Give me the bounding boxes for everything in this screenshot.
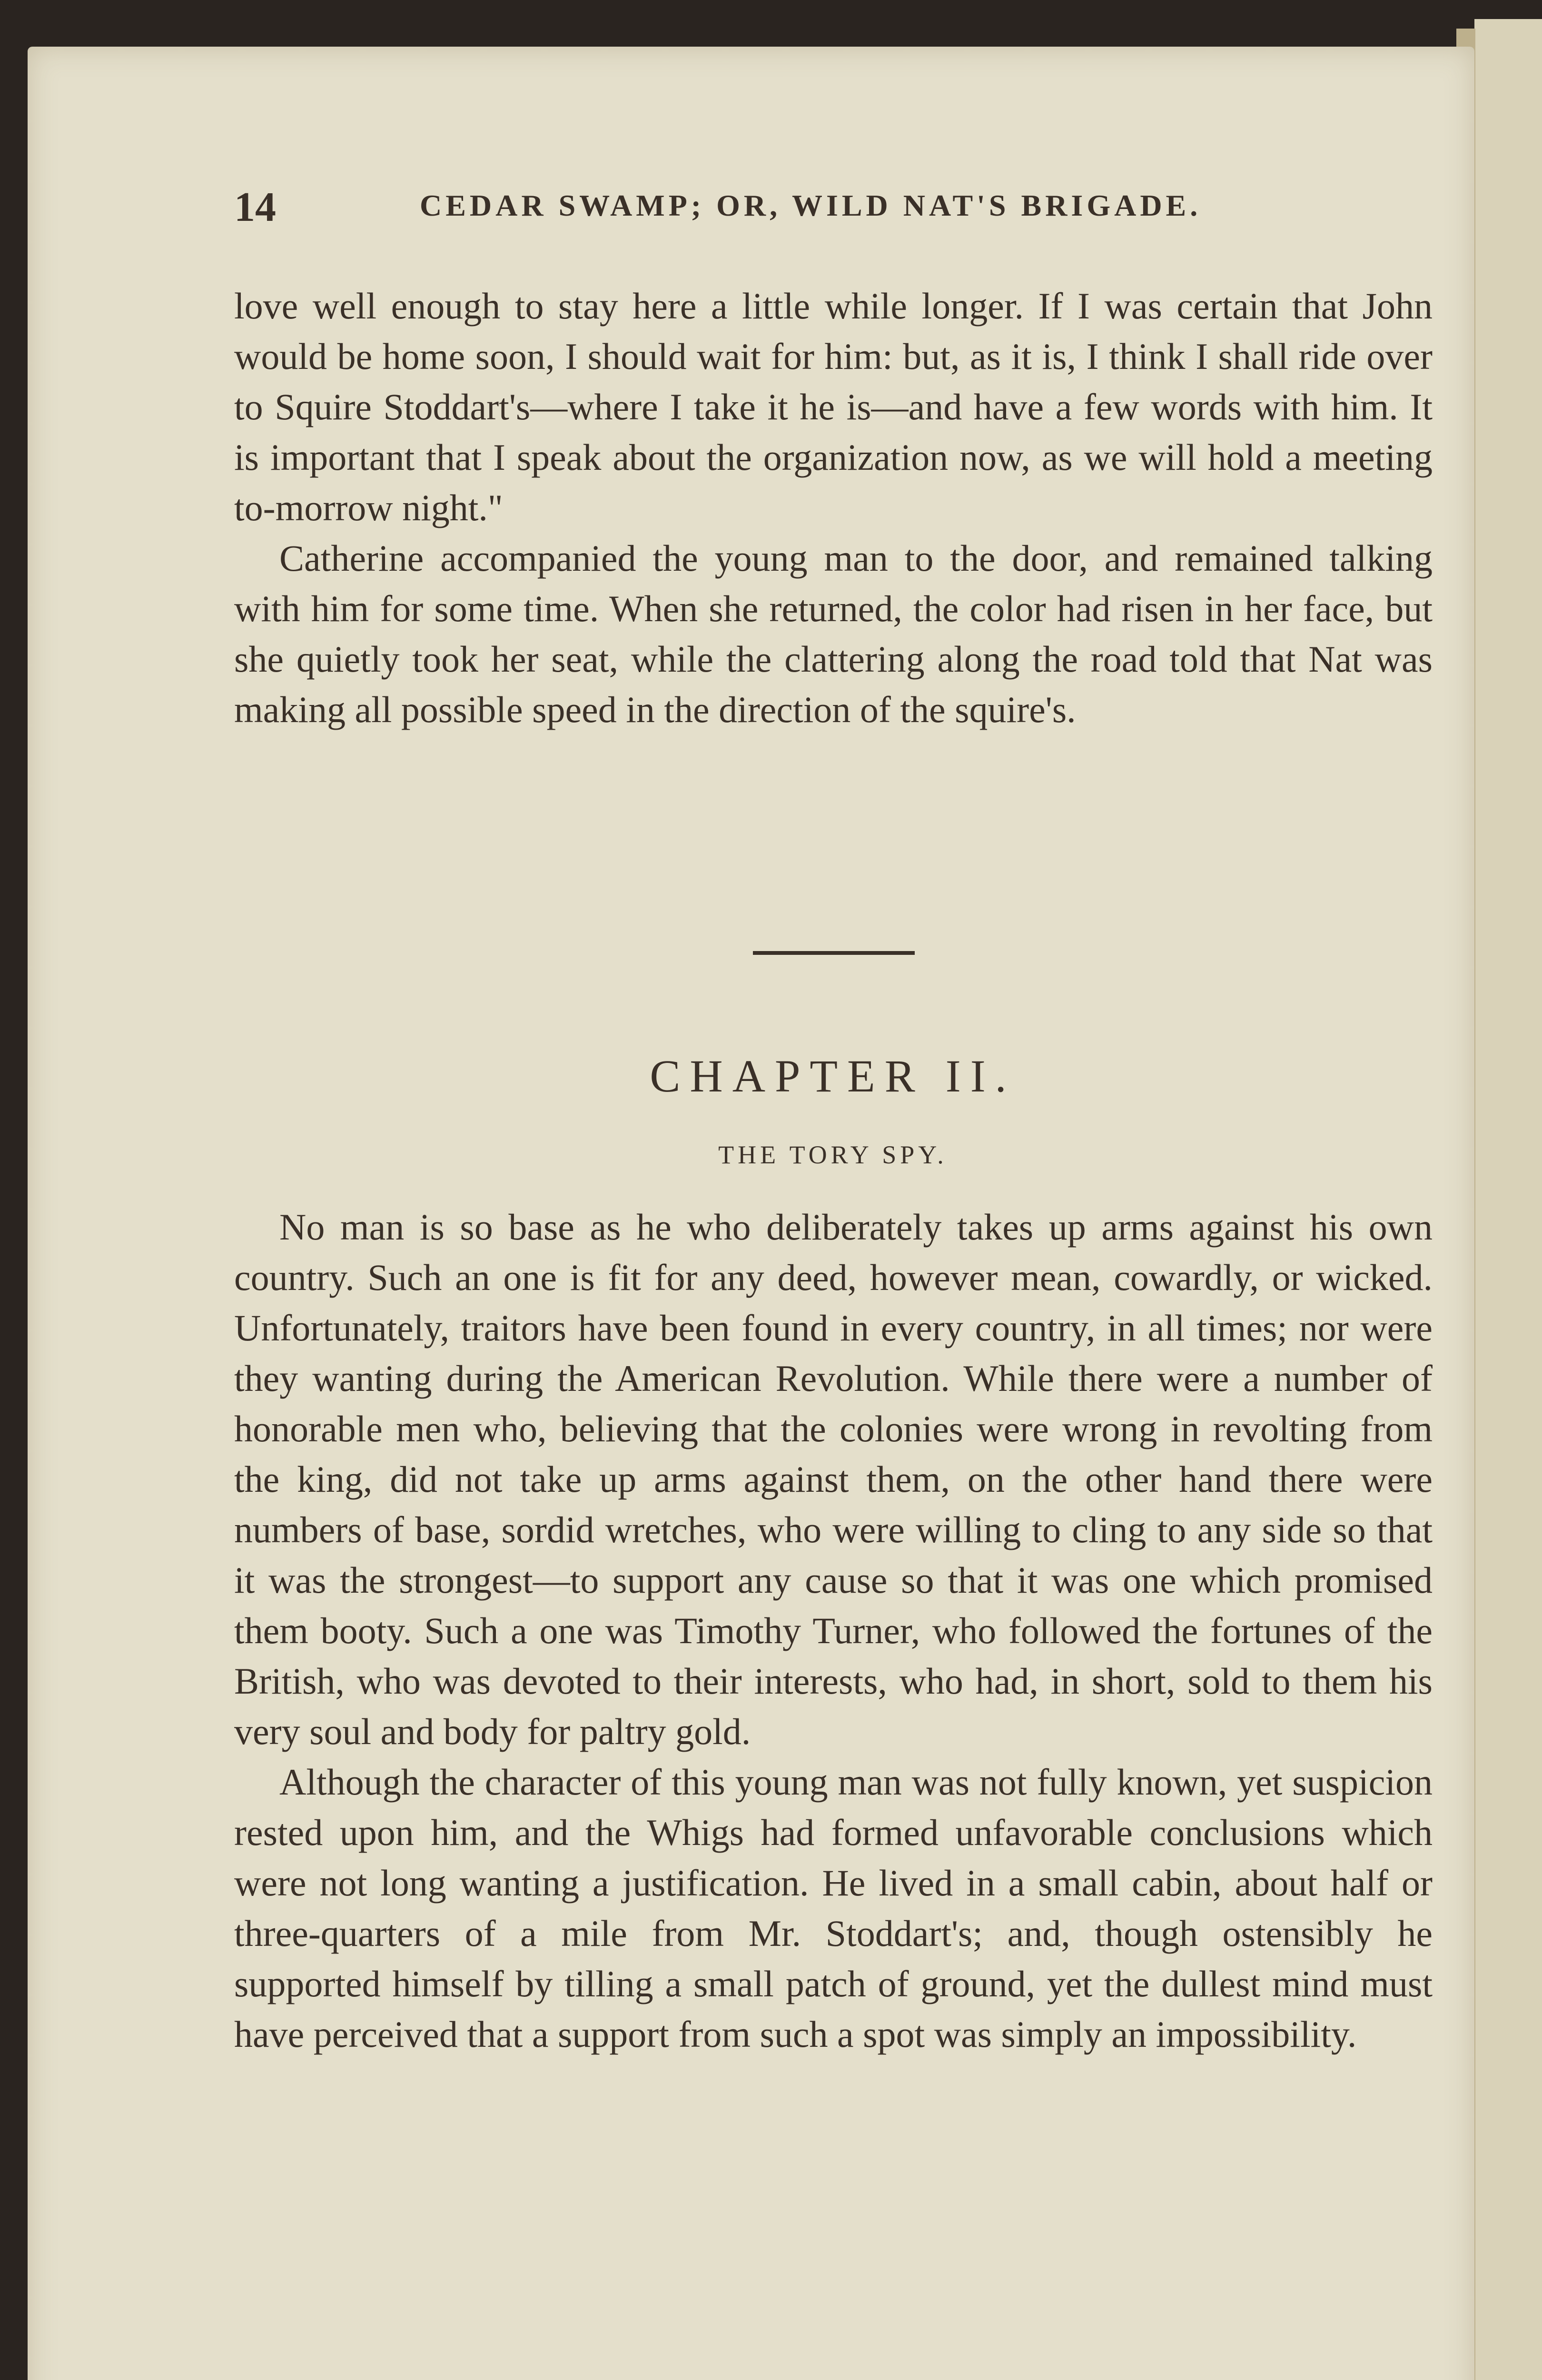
section-one-text bbox=[234, 281, 1433, 735]
adjacent-page-edge bbox=[1474, 19, 1542, 2380]
paragraph: Catherine accompanied the young man to the door, and remained talking with him for some time. When she returned, the color had risen in her face, but she quietly took her seat, while the clattering along the road told that Nat was making all possible speed in the direction of the squire's. bbox=[234, 537, 1433, 730]
paragraph: Although the character of this young man was not fully known, yet suspicion rested upon him, and the Whigs had formed unfavorable conclusions which were not long wanting a justification. He lived in a small cabin, about half or three-quarters of a mile from Mr. Stoddart's; and, though ostensibly he supported himself by tilling a small patch of ground, yet the dullest mind must have perceived that a support from such a spot was simply an impossibility. bbox=[234, 1761, 1433, 2055]
chapter-subtitle: THE TORY SPY. bbox=[718, 1140, 948, 1169]
paragraph: No man is so base as he who deliberately takes up arms against his own country. Such an one is fit for any deed, however mean, cowardly, or wicked. Unfortunately, traitors have been found in every country, in all times; nor were they wanting during the American Revolution. While there were a number of honorable men who, believing that the colonies were wrong in revolting from the king, did not take up arms against them, on the other hand there were numbers of base, sordid wretches, who were willing to cling to any side so that it was the strongest—to support any cause so that it was one which promised them booty. Such a one was Timothy Turner, who followed the fortunes of the British, who was devoted to their interests, who had, in short, sold to them his very soul and body for paltry gold. bbox=[234, 1206, 1433, 1752]
paragraph: love well enough to stay here a little while longer. If I was certain that John would be home soon, I should wait for him: but, as it is, I think I shall ride over to Squire Stoddart's—where I take it he is—and have a few words with him. It is important that I speak about the organization now, as we will hold a meeting to-morrow night." bbox=[234, 285, 1433, 528]
section-two-text bbox=[234, 1202, 1433, 2060]
section-divider-rule bbox=[753, 951, 915, 955]
running-head: CEDAR SWAMP; OR, WILD NAT'S BRIGADE. bbox=[420, 188, 1202, 222]
page-number: 14 bbox=[234, 184, 276, 230]
chapter-heading: CHAPTER II. bbox=[650, 1051, 1016, 1101]
page-header bbox=[234, 183, 1433, 230]
